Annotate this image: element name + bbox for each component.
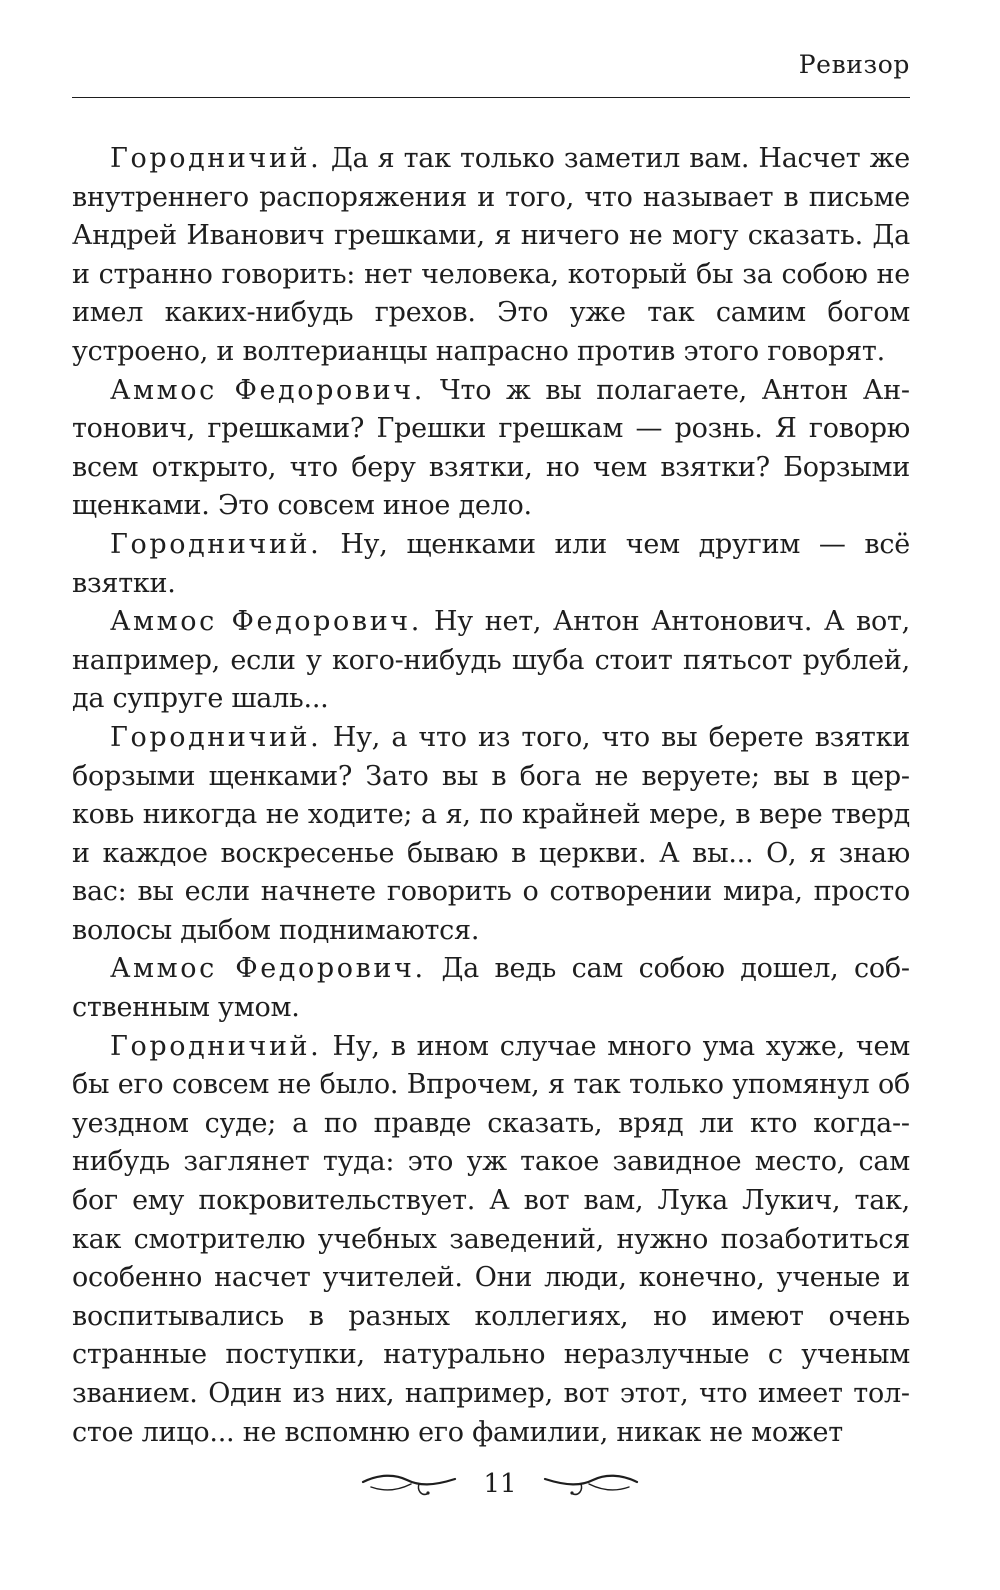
speech-text: Да ведь сам собою дошел, собственным умом. xyxy=(72,953,910,1024)
speech-text: Ну, а что из того, что вы берете взятки борзыми щенками? Зато вы в бога не веруете; вы в церковь никогда не ходите; а я, по крайней мере, в вере тверд и каждое воскресенье бываю в церкви. А вы... О, я знаю вас: вы если начнете говорить о сотворении мира, просто волосы дыбом поднимаются. xyxy=(72,721,910,946)
speaker-name: Аммос Федорович. xyxy=(110,374,425,406)
page-footer xyxy=(0,1462,1000,1506)
running-head: Ревизор xyxy=(798,50,910,79)
dialogue-paragraph xyxy=(72,140,910,372)
speech-text: Что ж вы полагаете, Антон Антонович, грешками? Грешки грешкам — рознь. Я говорю всем открыто, что беру взятки, но чем взятки? Борзыми щенками. Это совсем иное дело. xyxy=(72,374,910,522)
speaker-name: Городничий. xyxy=(110,721,322,753)
body-text xyxy=(72,140,910,1452)
speaker-name: Городничий. xyxy=(110,528,322,560)
dialogue-paragraph xyxy=(72,372,910,526)
speaker-name: Аммос Федорович. xyxy=(110,953,426,985)
right-flourish-icon xyxy=(543,1468,639,1500)
speech-text: Ну нет, Антон Антонович. А вот, например, если у кого-нибудь шуба стоит пятьсот рублей, да супруге шаль... xyxy=(72,606,910,715)
page-number: 11 xyxy=(483,1469,517,1499)
dialogue-paragraph xyxy=(72,950,910,1027)
left-flourish-icon xyxy=(361,1468,457,1500)
header-rule xyxy=(72,97,910,98)
speech-text: Ну, щенками или чем другим — всё взятки. xyxy=(72,528,910,599)
dialogue-paragraph xyxy=(72,603,910,719)
dialogue-paragraph xyxy=(72,1028,910,1453)
speaker-name: Городничий. xyxy=(110,1030,322,1062)
dialogue-paragraph xyxy=(72,719,910,951)
speech-text: Да я так только заметил вам. Насчет же внутреннего распоряжения и того, что называет в письме Андрей Иванович грешками, я ничего не могу сказать. Да и странно говорить: нет человека, который бы за собою не имел каких-нибудь грехов. Это уже так самим богом устроено, и волтерианцы напрасно против этого говорят. xyxy=(72,143,911,367)
speaker-name: Городничий. xyxy=(110,143,322,174)
dialogue-paragraph xyxy=(72,526,910,603)
speech-text: Ну, в ином случае много ума хуже, чем бы его совсем не было. Впрочем, я так только упомянул об уездном суде; а по правде сказать, вряд ли кто когда-нибудь заглянет туда: это уж такое завидное место, сам бог ему покровительствует. А вот вам, Лука Лукич, так, как смотрителю учебных заведений, нужно позаботиться особенно насчет учителей. Они люди, конечно, ученые и воспитывались в разных коллегиях, но имеют очень странные поступки, натурально неразлучные с ученым званием. Один из них, например, вот этот, что имеет толстое лицо... не вспомню его фамилии, никак не может xyxy=(72,1030,911,1448)
speaker-name: Аммос Федорович. xyxy=(110,606,422,638)
